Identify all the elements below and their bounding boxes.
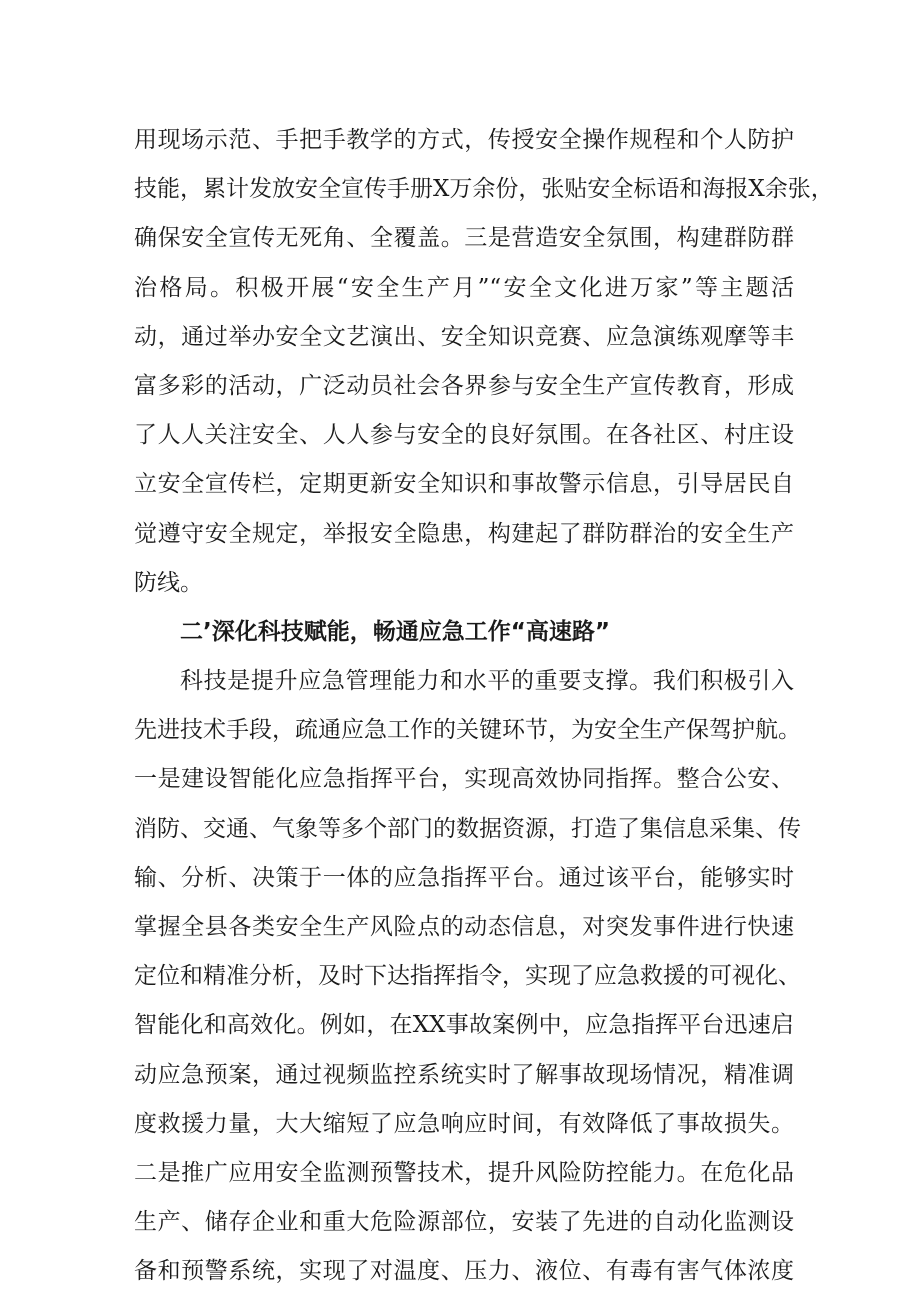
- text-line: 用现场示范、手把手教学的方式，传授安全操作规程和个人防护: [134, 127, 794, 153]
- document-body: [134, 116, 834, 1297]
- paragraph-technology-empowerment: [134, 657, 801, 1296]
- text-line: 动应急预案，通过视频监控系统实时了解事故现场情况，精准调: [134, 1061, 794, 1088]
- text-line: 确保安全宣传无死角、全覆盖。三是营造安全氛围，构建群防群: [134, 225, 794, 252]
- text-line: 定位和精准分析，及时下达指挥指令，实现了应急救援的可视化、: [134, 963, 801, 990]
- text-line: 立安全宣传栏，定期更新安全知识和事故警示信息，引导居民自: [134, 471, 794, 498]
- text-line: 治格局。积极开展“安全生产月”“安全文化进万家”等主题活: [134, 274, 794, 301]
- text-line: 富多彩的活动，广泛动员社会各界参与安全生产宣传教育，形成: [134, 372, 794, 399]
- text-line: 科技是提升应急管理能力和水平的重要支撑。我们积极引入: [180, 668, 794, 695]
- text-line: 防线。: [134, 569, 203, 596]
- text-line: 技能，累计发放安全宣传手册X万余份，张贴安全标语和海报X余张，: [134, 176, 834, 203]
- text-line: 觉遵守安全规定，举报安全隐患，构建起了群防群治的安全生产: [134, 520, 794, 547]
- text-line: 一是建设智能化应急指挥平台，实现高效协同指挥。整合公安、: [134, 766, 794, 793]
- text-line: 度救援力量，大大缩短了应急响应时间，有效降低了事故损失。: [134, 1110, 794, 1137]
- paragraph-safety-publicity: [134, 116, 834, 608]
- text-line: 了人人关注安全、人人参与安全的良好氛围。在各社区、村庄设: [134, 422, 794, 449]
- text-line: 输、分析、决策于一体的应急指挥平台。通过该平台，能够实时: [134, 864, 794, 891]
- text-line: 备和预警系统，实现了对温度、压力、液位、有毒有害气体浓度: [134, 1258, 794, 1285]
- text-line: 生产、储存企业和重大危险源部位，安装了先进的自动化监测设: [134, 1209, 794, 1236]
- section-heading: 二’深化科技赋能，畅通应急工作“高速路”: [180, 618, 610, 645]
- text-line: 二是推广应用安全监测预警技术，提升风险防控能力。在危化品: [134, 1159, 794, 1186]
- text-line: 先进技术手段，疏通应急工作的关键环节，为安全生产保驾护航。: [134, 717, 801, 744]
- text-line: 智能化和高效化。例如，在XX事故案例中，应急指挥平台迅速启: [134, 1012, 794, 1039]
- text-line: 动，通过举办安全文艺演出、安全知识竞赛、应急演练观摩等丰: [134, 323, 794, 350]
- text-line: 掌握全县各类安全生产风险点的动态信息，对突发事件进行快速: [134, 914, 794, 940]
- text-line: 消防、交通、气象等多个部门的数据资源，打造了集信息采集、传: [134, 815, 801, 842]
